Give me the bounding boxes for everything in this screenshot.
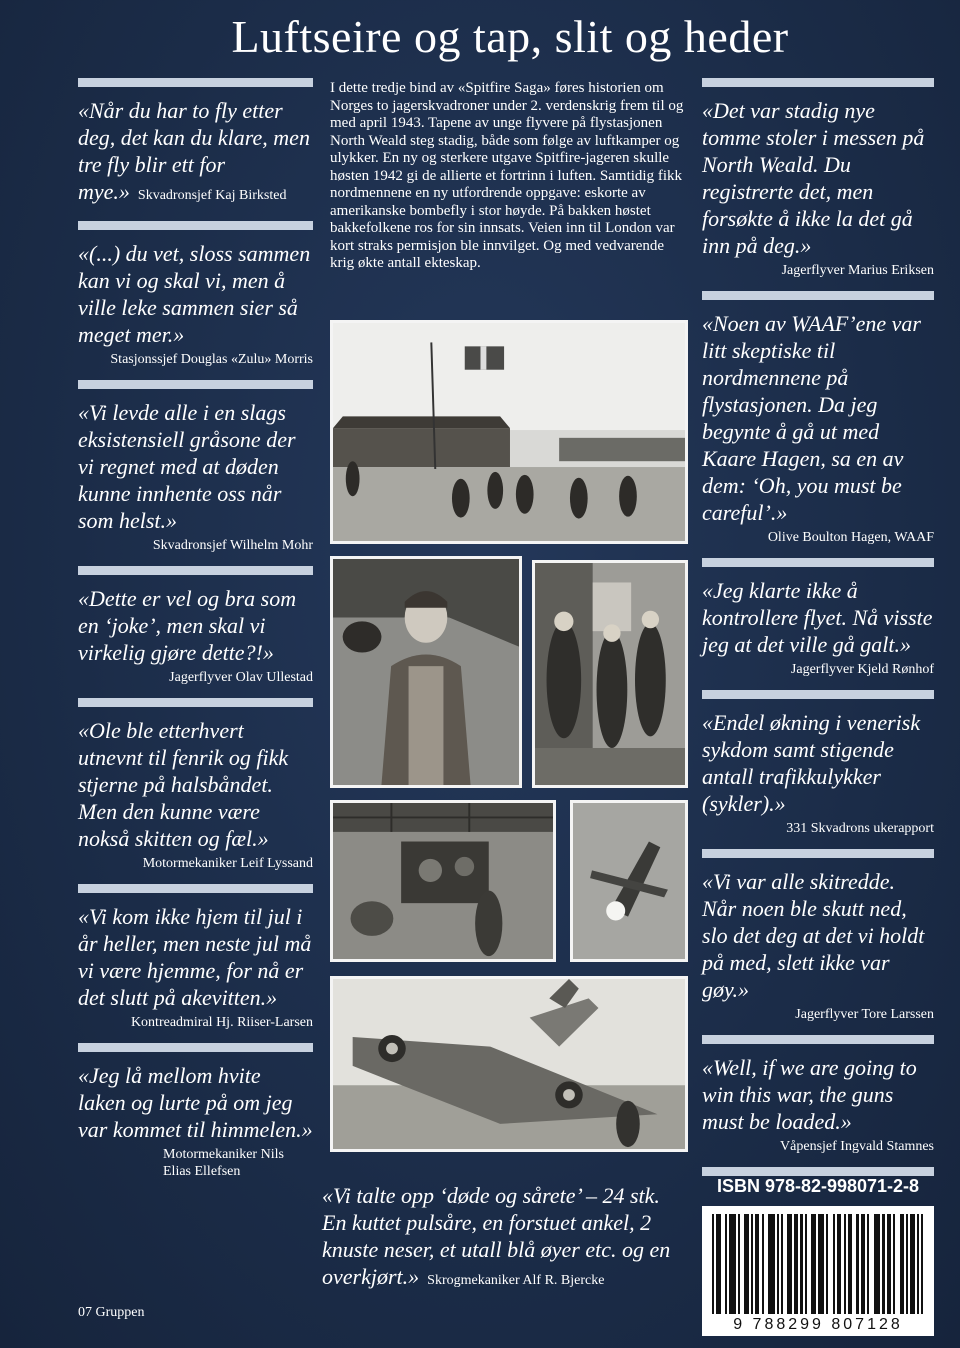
quote-text: «Vi talte opp ‘døde og sårete’ – 24 stk. En kuttet pulsåre, en forstuet ankel, 2 knuste neser, et utall blå øyer etc. og en overkjørt.» Skrogmekaniker Alf R. Bjercke xyxy=(322,1183,671,1289)
isbn-label: ISBN 978-82-998071-2-8 xyxy=(716,1176,920,1196)
divider-bar xyxy=(702,849,934,858)
bottom-quote-block xyxy=(322,1182,688,1294)
quote-attribution: Jagerflyver Kjeld Rønhof xyxy=(790,662,934,677)
quote-attribution: Stasjonssjef Douglas «Zulu» Morris xyxy=(110,352,313,367)
divider-bar xyxy=(78,1043,313,1052)
divider-bar xyxy=(702,1167,934,1176)
quote-attribution: Jagerflyver Olav Ullestad xyxy=(169,670,313,685)
photo-engine-maintenance xyxy=(330,800,556,962)
divider-bar xyxy=(78,380,313,389)
quote-attribution: Skvadronsjef Wilhelm Mohr xyxy=(152,538,313,553)
divider-bar xyxy=(702,78,934,87)
quote-text: «Jeg lå mellom hvite laken og lurte på om jeg var kommet til himmelen.» xyxy=(78,1063,313,1142)
divider-bar xyxy=(78,78,313,87)
quote-text: «(...) du vet, sloss sammen kan vi og skal vi, men å ville leke sammen sier så meget mer.» xyxy=(78,241,311,347)
divider-bar xyxy=(78,698,313,707)
quote-text: «Well, if we are going to win this war, the guns must be loaded.» xyxy=(702,1055,917,1134)
quote-attribution: Jagerflyver Marius Eriksen xyxy=(781,263,934,278)
photo-aircraft-in-sky xyxy=(570,800,688,962)
quote-attribution: Våpensjef Ingvald Stamnes xyxy=(780,1139,934,1154)
quote-attribution: Skvadronsjef Kaj Birksted xyxy=(137,188,287,203)
quote-attribution: Jagerflyver Tore Larssen xyxy=(795,1007,934,1022)
photo-pilot-portrait xyxy=(330,556,522,788)
quote-attribution: Kontreadmiral Hj. Riiser-Larsen xyxy=(130,1015,313,1030)
divider-bar xyxy=(78,221,313,230)
quote-attribution: Olive Boulton Hagen, WAAF xyxy=(767,530,934,545)
barcode-digits: 9 788299 807128 xyxy=(733,1316,903,1333)
intro-paragraph: I dette tredje bind av «Spitfire Saga» føres historien om Norges to jagerskvadroner under 2. verdenskrig frem til og med april 1943. Tapene av unge flyvere på flystasjonen North Weald steg stadig, både som følge av luftkamper og ulykker. En ny og sterkere utgave Spitfire-jageren skulle høsten 1942 gi de allierte et fortrinn i luften. Samtidig fikk nordmennene en ny utfordrende oppgave: eskorte av amerikanske bombefly i stor høyde. På bakken høstet bakkefolkene ros for sin innsats. Veien inn til London var kort straks permisjon ble innvilget. Og med vedvarende krig økte antall ekteskap. xyxy=(330,80,684,271)
divider-bar xyxy=(702,291,934,300)
book-title: Luftseire og tap, slit og heder xyxy=(231,11,789,62)
quote-text: «Det var stadig nye tomme stoler i messen på North Weald. Du registrerte det, men forsøkte å ikke la det gå inn på deg.» xyxy=(702,98,925,258)
quote-text: «Ole ble etterhvert utnevnt til fenrik og fikk stjerne på halsbåndet. Men den kunne være nokså skitten og fæl.» xyxy=(78,718,289,851)
quote-text: «Vi levde alle i en slags eksistensiell gråsone der vi regnet med at døden kunne innhente oss når som helst.» xyxy=(78,400,296,533)
quote-attribution: Motormekaniker Nils Elias Ellefsen xyxy=(163,1147,284,1179)
left-quotes-column xyxy=(78,78,313,1192)
divider-bar xyxy=(78,566,313,575)
divider-bar xyxy=(78,884,313,893)
quote-text: «Vi var alle skitredde. Når noen ble skutt ned, slo det deg at det vi holdt på med, slett ikke var gøy.» xyxy=(702,869,925,1002)
quote-text: «Endel økning i venerisk sykdom samt stigende antall trafikkulykker (sykler).» xyxy=(702,710,921,816)
divider-bar xyxy=(702,558,934,567)
divider-bar xyxy=(702,1035,934,1044)
quote-text: «Vi kom ikke hjem til jul i år heller, men neste jul må vi være hjemme, for nå er det slutt på akevitten.» xyxy=(78,904,312,1010)
barcode-stripe xyxy=(921,1214,923,1314)
quote-text: «Dette er vel og bra som en ‘joke’, men skal vi virkelig gjøre dette?!» xyxy=(78,586,297,665)
quote-attribution: 331 Skvadrons ukerapport xyxy=(786,821,934,836)
photo-airfield-scramble xyxy=(330,320,688,544)
right-quotes-column xyxy=(702,78,934,1186)
quote-text: «Når du har to fly etter deg, det kan du klare, men tre fly blir ett for mye.» Skvadronsjef Kaj Birksted xyxy=(78,98,310,204)
photo-funeral-procession xyxy=(532,560,688,788)
publisher-name: 07 Gruppen xyxy=(78,1305,145,1320)
quote-attribution: Motormekaniker Leif Lyssand xyxy=(142,856,313,871)
barcode xyxy=(702,1206,934,1336)
photo-crashed-spitfire xyxy=(330,976,688,1152)
quote-text: «Jeg klarte ikke å kontrollere flyet. Nå visste jeg at det ville gå galt.» xyxy=(702,578,933,657)
quote-text: «Noen av WAAF’ene var litt skeptiske til nordmennene på flystasjonen. Da jeg begynte å gå ut med Kaare Hagen, sa en av dem: ‘Oh, you must be careful’.» xyxy=(702,311,921,525)
quote-attribution: Skrogmekaniker Alf R. Bjercke xyxy=(427,1273,605,1288)
barcode-bars xyxy=(712,1214,924,1314)
divider-bar xyxy=(702,690,934,699)
